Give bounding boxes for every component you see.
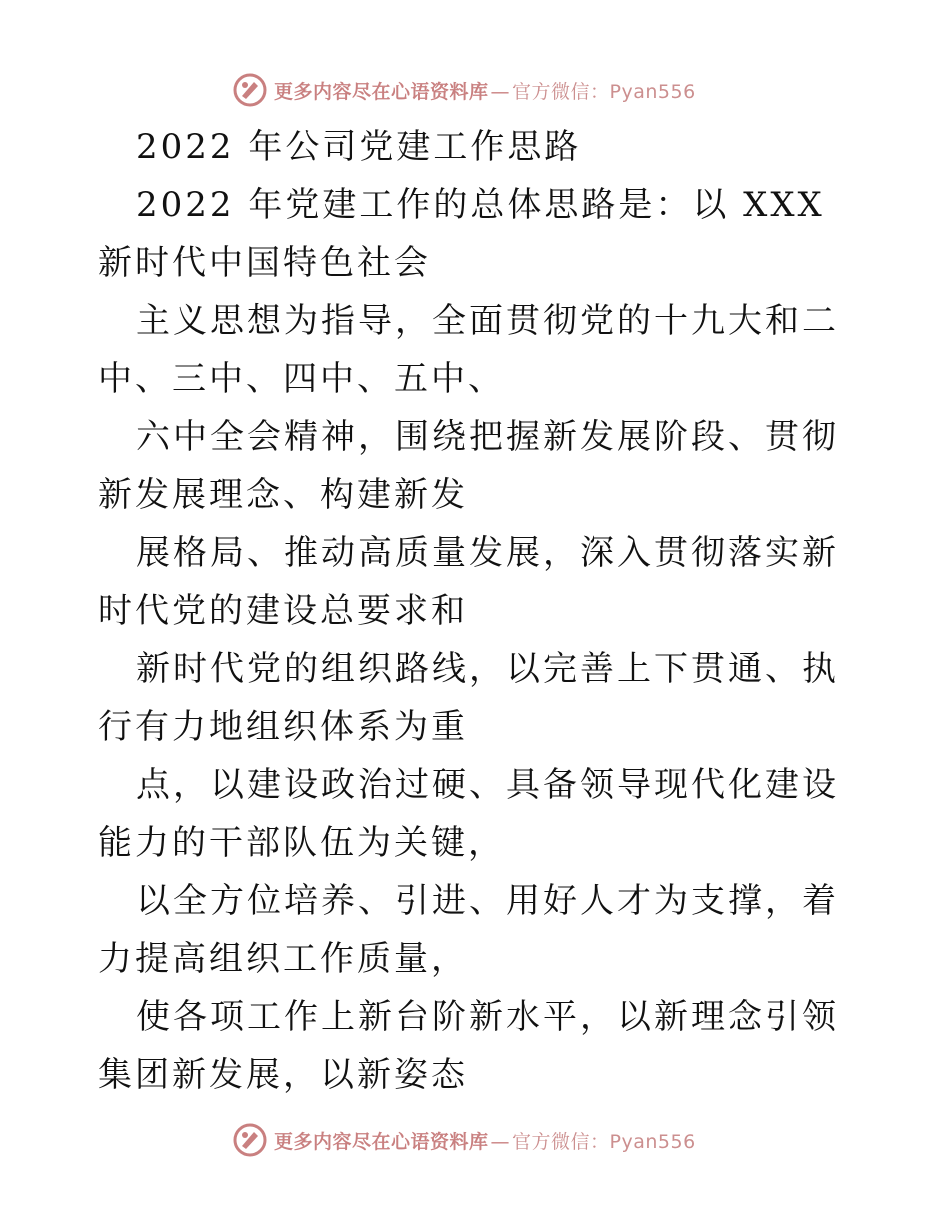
footer-watermark [232,1120,696,1160]
watermark-text [274,77,696,104]
watermark-dash: — [490,80,511,103]
watermark-main: 更多内容尽在心语资料库 [274,80,489,103]
watermark-contact: 官方微信：Pyan556 [512,1130,696,1153]
header-watermark [232,70,696,110]
doc-line-8: 以全方位培养、引进、用好人才为支撑，着力提高组织工作质量， [98,881,839,979]
watermark-main: 更多内容尽在心语资料库 [274,1130,489,1153]
doc-line-6: 新时代党的组织路线，以完善上下贯通、执行有力地组织体系为重 [98,649,839,747]
doc-line-1: 2022 年公司党建工作思路 [136,127,582,167]
watermark-text [274,1127,696,1154]
doc-line-3: 主义思想为指导，全面贯彻党的十九大和二中、三中、四中、五中、 [98,301,839,399]
doc-line-4: 六中全会精神，围绕把握新发展阶段、贯彻新发展理念、构建新发 [98,417,839,515]
seal-logo-icon [232,1122,268,1158]
doc-line-5: 展格局、推动高质量发展，深入贯彻落实新时代党的建设总要求和 [98,533,839,631]
watermark-contact: 官方微信：Pyan556 [512,80,696,103]
doc-line-2: 2022 年党建工作的总体思路是：以 XXX 新时代中国特色社会 [98,185,839,283]
doc-line-9: 使各项工作上新台阶新水平，以新理念引领集团新发展，以新姿态 [98,997,839,1095]
watermark-dash: — [490,1130,511,1153]
seal-logo-icon [232,72,268,108]
document-body [98,118,858,1104]
doc-line-7: 点，以建设政治过硬、具备领导现代化建设能力的干部队伍为关键， [98,765,839,863]
